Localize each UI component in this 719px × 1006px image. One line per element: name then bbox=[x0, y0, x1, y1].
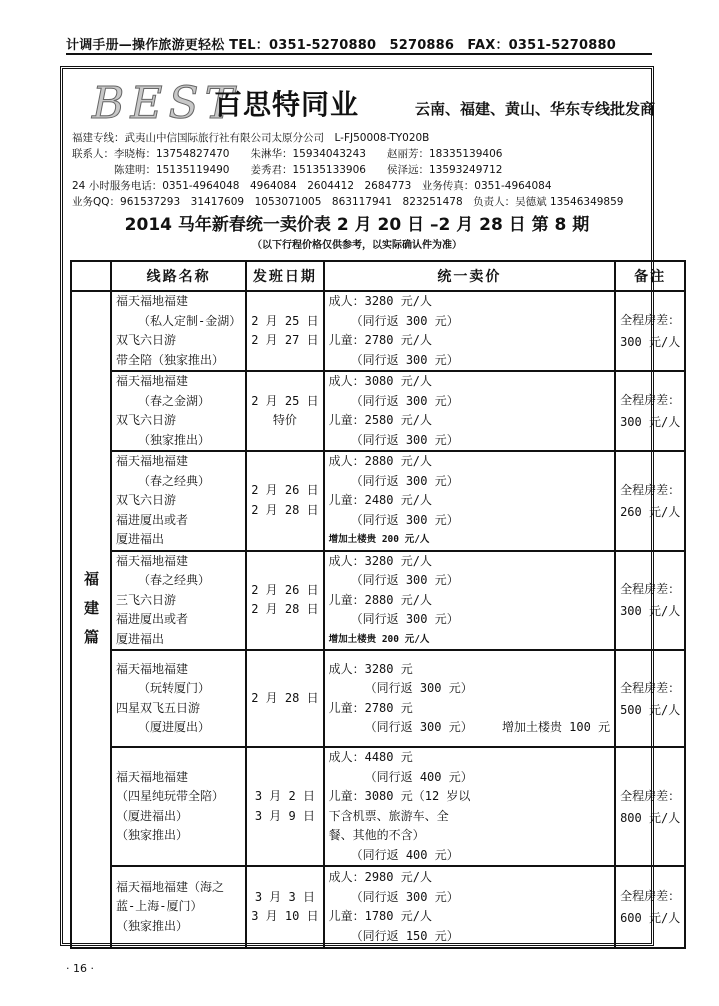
price-cell bbox=[324, 747, 615, 866]
route-line: 福天福地福建 bbox=[116, 769, 189, 784]
route-line: 福天福地福建（海之 bbox=[116, 879, 225, 894]
region-label bbox=[71, 291, 111, 948]
info-line-phones: 24 小时服务电话：0351-4964048 4964084 2604412 2684773 业务传真：0351-4964084 bbox=[72, 180, 552, 192]
col-header-route: 线路名称 bbox=[111, 261, 246, 291]
route-line: （春之经典） bbox=[138, 473, 211, 488]
price-cell bbox=[324, 291, 615, 371]
route-line: （春之金湖） bbox=[138, 393, 211, 408]
logo-best-text: BEST bbox=[92, 78, 240, 129]
dates-cell bbox=[246, 291, 323, 371]
route-line: （四星纯玩带全陪） bbox=[116, 789, 225, 803]
col-header-dates: 发班日期 bbox=[246, 261, 323, 291]
dates-cell bbox=[246, 451, 323, 551]
remark-line: 300 元/人 bbox=[620, 415, 681, 429]
date-line: 2 月 25 日 bbox=[251, 393, 319, 408]
date-line: 2 月 28 日 bbox=[251, 690, 319, 705]
route-line: （厦进福出） bbox=[116, 808, 189, 823]
price-line: 儿童：2780 元 bbox=[328, 700, 413, 715]
col-header-price: 统一卖价 bbox=[324, 261, 615, 291]
route-line: 福天福地福建 bbox=[116, 661, 189, 676]
remark-line: 全程房差： bbox=[620, 482, 681, 497]
dates-cell bbox=[246, 371, 323, 451]
price-line: 成人：2980 元/人 bbox=[328, 870, 432, 884]
price-line: （同行返 300 元） bbox=[350, 393, 459, 408]
date-line: 3 月 10 日 bbox=[251, 909, 319, 923]
route-line: （独家推出） bbox=[116, 828, 189, 842]
price-cell bbox=[324, 371, 615, 451]
route-line: 双飞六日游 bbox=[116, 413, 177, 427]
remark-line: 全程房差： bbox=[620, 680, 681, 695]
price-line: （同行返 300 元） bbox=[350, 512, 459, 527]
price-cell bbox=[324, 551, 615, 651]
region-label-text: 福建篇 bbox=[82, 571, 100, 658]
price-line: 成人：2880 元/人 bbox=[328, 454, 432, 468]
price-line: 成人：3080 元/人 bbox=[328, 374, 432, 388]
table-row bbox=[71, 866, 685, 948]
route-line: （私人定制-金湖） bbox=[138, 313, 242, 328]
date-line: 3 月 2 日 bbox=[254, 789, 315, 803]
date-line: 2 月 26 日 bbox=[251, 483, 319, 498]
price-table bbox=[70, 260, 686, 949]
price-cell bbox=[324, 866, 615, 948]
price-line: （同行返 300 元） bbox=[350, 573, 459, 587]
remark-line: 全程房差： bbox=[620, 889, 681, 903]
price-line: （同行返 400 元） bbox=[364, 769, 473, 784]
price-line: 成人：4480 元 bbox=[328, 750, 413, 764]
remark-cell bbox=[615, 650, 685, 747]
logo-tagline: 云南、福建、黄山、华东专线批发商 bbox=[415, 100, 656, 118]
price-line: 儿童：2480 元/人 bbox=[328, 493, 432, 507]
logo-company-name: 百思特同业 bbox=[214, 88, 360, 121]
info-line-agency: 福建专线：武夷山中信国际旅行社有限公司太原分公司 L-FJ50008-TY020B bbox=[72, 132, 430, 144]
dates-cell bbox=[246, 866, 323, 948]
date-line: 2 月 26 日 bbox=[251, 582, 319, 597]
table-row bbox=[71, 291, 685, 371]
page-number: · 16 · bbox=[66, 962, 94, 975]
col-header-remark: 备注 bbox=[615, 261, 685, 291]
date-line: 2 月 28 日 bbox=[251, 502, 319, 517]
date-line: 2 月 28 日 bbox=[251, 602, 319, 617]
route-line: 福天福地福建 bbox=[116, 374, 189, 388]
remark-line: 600 元/人 bbox=[620, 911, 681, 925]
price-line: （同行返 400 元） bbox=[350, 847, 459, 862]
route-line: （春之经典） bbox=[138, 573, 211, 587]
route-line: （独家推出） bbox=[138, 432, 211, 447]
remark-line: 全程房差： bbox=[620, 393, 681, 407]
date-line: 3 月 9 日 bbox=[254, 808, 315, 823]
dates-cell bbox=[246, 650, 323, 747]
price-line: 儿童：1780 元/人 bbox=[328, 909, 432, 923]
route-cell bbox=[111, 866, 246, 948]
remark-line: 300 元/人 bbox=[620, 604, 681, 619]
route-line: 三飞六日游 bbox=[116, 592, 177, 607]
remark-cell bbox=[615, 866, 685, 948]
price-table-title: 2014 马年新春统一卖价表 2 月 20 日 –2 月 28 日 第 8 期 bbox=[124, 215, 590, 235]
price-line: （同行返 300 元） bbox=[350, 432, 459, 447]
price-extra: 增加土楼贵 200 元/人 bbox=[328, 534, 430, 545]
route-line: （厦进厦出） bbox=[138, 720, 211, 734]
table-row bbox=[71, 371, 685, 451]
info-line-contacts-2: 陈建明：15135119490 姜秀君：15135133906 侯泽远：13593249712 bbox=[72, 164, 503, 176]
price-line: 成人：3280 元/人 bbox=[328, 294, 432, 308]
price-note: （以下行程价格仅供参考，以实际确认件为准） bbox=[252, 240, 462, 251]
price-line: 增加土楼贵 100 元 bbox=[501, 720, 611, 734]
header-rule bbox=[66, 53, 652, 55]
price-line: （同行返 300 元） bbox=[350, 612, 459, 626]
price-line: （同行返 300 元） bbox=[350, 313, 459, 328]
route-cell bbox=[111, 291, 246, 371]
route-cell bbox=[111, 371, 246, 451]
dates-cell bbox=[246, 747, 323, 866]
table-row bbox=[71, 747, 685, 866]
route-line: 福天福地福建 bbox=[116, 553, 189, 568]
date-line: 2 月 27 日 bbox=[251, 333, 319, 347]
remark-line: 300 元/人 bbox=[620, 335, 681, 349]
route-line: 四星双飞五日游 bbox=[116, 700, 201, 715]
route-line: 福天福地福建 bbox=[116, 294, 189, 308]
route-cell bbox=[111, 451, 246, 551]
header-contact-line: 计调手册—操作旅游更轻松 TEL：0351-5270880 5270886 FAX：0351-5270880 bbox=[66, 38, 616, 53]
route-cell bbox=[111, 747, 246, 866]
date-line: 2 月 25 日 bbox=[251, 313, 319, 328]
price-line: （同行返 300 元） bbox=[350, 352, 459, 367]
remark-line: 全程房差： bbox=[620, 313, 681, 327]
route-line: 福进厦出或者 bbox=[116, 612, 189, 626]
remark-cell bbox=[615, 451, 685, 551]
table-row bbox=[71, 650, 685, 747]
route-line: 蓝-上海-厦门） bbox=[116, 899, 203, 914]
price-line: 儿童：2780 元/人 bbox=[328, 333, 432, 347]
remark-line: 500 元/人 bbox=[620, 702, 681, 717]
remark-line: 全程房差： bbox=[620, 582, 681, 597]
remark-cell bbox=[615, 747, 685, 866]
table-header-row bbox=[71, 261, 685, 291]
route-line: 双飞六日游 bbox=[116, 333, 177, 347]
price-cell bbox=[324, 451, 615, 551]
region-header bbox=[71, 261, 111, 291]
price-line: 儿童：3080 元（12 岁以 bbox=[328, 789, 471, 803]
price-extra: 增加土楼贵 200 元/人 bbox=[328, 633, 430, 645]
route-line: 带全陪（独家推出） bbox=[116, 352, 225, 367]
route-line: 厦进福出 bbox=[116, 631, 165, 646]
price-line: （同行返 300 元） bbox=[364, 720, 473, 734]
price-line: 成人：3280 元/人 bbox=[328, 553, 432, 568]
remark-cell bbox=[615, 291, 685, 371]
price-cell bbox=[324, 650, 615, 747]
route-cell bbox=[111, 551, 246, 651]
price-line: 下含机票、旅游车、全 bbox=[328, 808, 449, 823]
route-cell bbox=[111, 650, 246, 747]
route-line: 双飞六日游 bbox=[116, 493, 177, 507]
remark-cell bbox=[615, 371, 685, 451]
dates-cell bbox=[246, 551, 323, 651]
route-line: 福天福地福建 bbox=[116, 454, 189, 468]
table-row bbox=[71, 551, 685, 651]
date-line: 特价 bbox=[272, 413, 297, 427]
price-line: 儿童：2880 元/人 bbox=[328, 592, 432, 607]
company-logo bbox=[84, 80, 664, 128]
price-line: （同行返 150 元） bbox=[350, 928, 459, 943]
remark-cell bbox=[615, 551, 685, 651]
price-line: （同行返 300 元） bbox=[350, 889, 459, 904]
route-line: （玩转厦门） bbox=[138, 681, 211, 695]
price-line: （同行返 300 元） bbox=[350, 473, 459, 488]
table-row bbox=[71, 451, 685, 551]
remark-line: 全程房差： bbox=[620, 788, 681, 803]
info-line-contacts-1: 联系人：李晓梅：13754827470 朱淋华：15934043243 赵丽芳：18335139406 bbox=[72, 148, 503, 160]
price-line: （同行返 300 元） bbox=[364, 681, 473, 695]
route-line: 厦进福出 bbox=[116, 532, 165, 546]
route-line: 福进厦出或者 bbox=[116, 512, 189, 527]
route-line: （独家推出） bbox=[116, 918, 189, 933]
price-line: 成人：3280 元 bbox=[328, 661, 413, 676]
info-line-qq: 业务QQ：961537293 31417609 1053071005 863117941 823251478 负责人：吴德斌 13546349859 bbox=[72, 196, 624, 208]
date-line: 3 月 3 日 bbox=[254, 889, 315, 904]
remark-line: 260 元/人 bbox=[620, 504, 681, 519]
price-line: 儿童：2580 元/人 bbox=[328, 413, 432, 427]
remark-line: 800 元/人 bbox=[620, 810, 681, 825]
price-line: 餐、其他的不含） bbox=[328, 828, 425, 842]
